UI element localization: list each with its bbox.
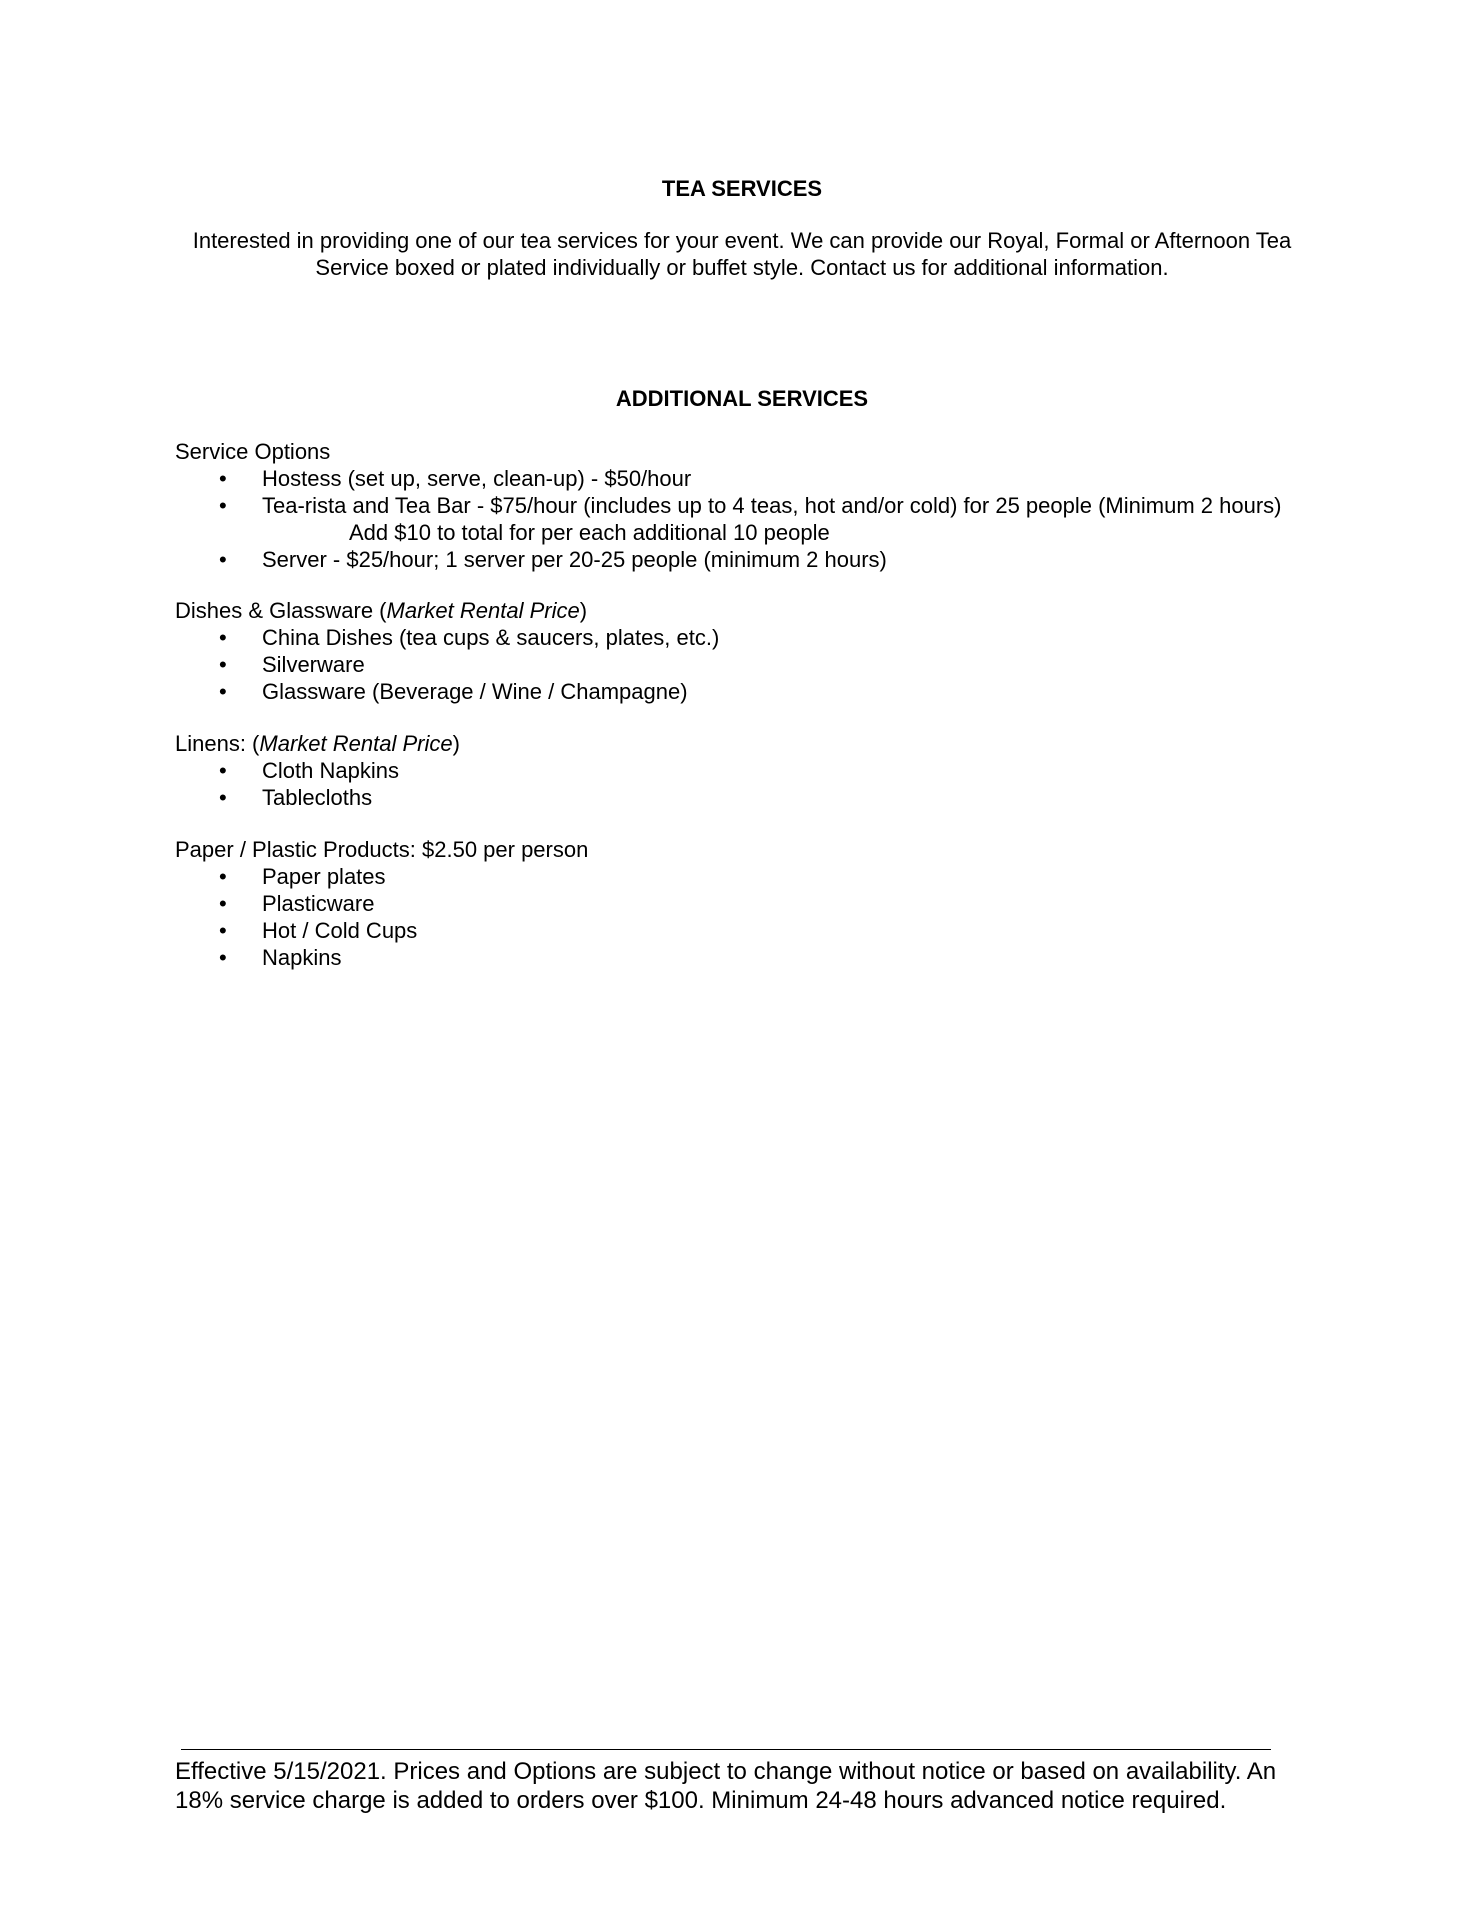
list-item-text: Cloth Napkins	[262, 758, 399, 783]
list-item-text: Tablecloths	[262, 785, 373, 810]
dishes-glassware-title	[175, 597, 587, 624]
additional-services-heading: ADDITIONAL SERVICES	[615, 386, 869, 411]
bullet-icon: •	[219, 625, 227, 650]
bullet-icon: •	[219, 785, 227, 810]
list-item-text: Silverware	[262, 652, 365, 677]
bullet-icon: •	[219, 652, 227, 677]
list-item-text: Napkins	[262, 945, 342, 970]
tea-services-heading: TEA SERVICES	[661, 176, 823, 201]
bullet-icon: •	[219, 891, 227, 916]
list-item-text: Hot / Cold Cups	[262, 918, 418, 943]
list-item-text: Glassware (Beverage / Wine / Champagne)	[262, 679, 688, 704]
linens-title-start: Linens: (	[175, 731, 260, 756]
tea-services-intro: Interested in providing one of our tea services for your event. We can provide our Royal, Formal or Afternoon Tea Service boxed or plated individually or buffet style. Contact us for additional information.	[192, 228, 1292, 280]
list-item-text: Paper plates	[262, 864, 386, 889]
dishes-title-italic: Market Rental Price	[386, 598, 580, 623]
linens-title-end: )	[452, 731, 460, 756]
footer-note: Effective 5/15/2021. Prices and Options are subject to change without notice or based on availability. An 18% service charge is added to orders over $100. Minimum 24-48 hours advanced notice required.	[175, 1758, 1277, 1814]
linens-title	[175, 730, 460, 757]
linens-title-italic: Market Rental Price	[259, 731, 453, 756]
paper-plastic-title: Paper / Plastic Products: $2.50 per person	[175, 837, 589, 862]
bullet-icon: •	[219, 918, 227, 943]
list-item-text: Hostess (set up, serve, clean-up) - $50/hour	[262, 466, 692, 491]
footer-divider	[181, 1749, 1271, 1750]
list-item-text: China Dishes (tea cups & saucers, plates, etc.)	[262, 625, 720, 650]
bullet-icon: •	[219, 679, 227, 704]
list-item-text: Plasticware	[262, 891, 375, 916]
bullet-icon: •	[219, 758, 227, 783]
list-item-text: Server - $25/hour; 1 server per 20-25 people (minimum 2 hours)	[262, 547, 887, 572]
list-item-text: Tea-rista and Tea Bar - $75/hour (includes up to 4 teas, hot and/or cold) for 25 people (Minimum 2 hours)	[262, 493, 1282, 518]
bullet-icon: •	[219, 547, 227, 572]
dishes-title-start: Dishes & Glassware (	[175, 598, 387, 623]
bullet-icon: •	[219, 945, 227, 970]
tea-bar-note: Add $10 to total for per each additional 10 people	[349, 520, 830, 545]
bullet-icon: •	[219, 466, 227, 491]
bullet-icon: •	[219, 864, 227, 889]
bullet-icon: •	[219, 493, 227, 518]
service-options-title: Service Options	[175, 439, 331, 464]
dishes-title-end: )	[579, 598, 588, 623]
